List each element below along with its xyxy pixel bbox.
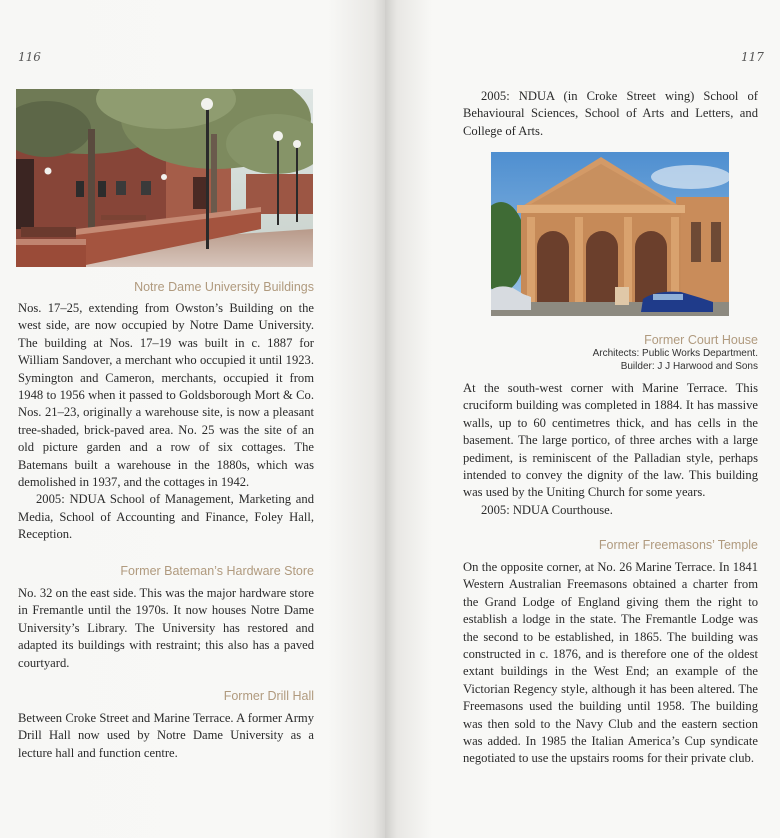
page-number-right: 117 bbox=[741, 50, 764, 64]
paragraph-court-house: At the south-west corner with Marine Terrace. This cruciform building was completed in 1884. It has massive walls, up to 60 centimetres thick, and has cells in the basement. The large portico, of three arches with a large pediment, is reminiscent of the Palladian style, perhaps intended to convey the dignity of the law. This building was used by the Uniting Church for some years. bbox=[463, 381, 758, 500]
notre-dame-courtyard-image bbox=[16, 89, 313, 267]
notre-dame-photo bbox=[16, 89, 313, 267]
paragraph-notre-dame-2005: 2005: NDUA School of Management, Marketing and Media, School of Accounting and Finance, Foley Hall, Reception. bbox=[18, 492, 314, 542]
right-page bbox=[385, 0, 780, 838]
heading-freemasons: Former Freemasons’ Temple bbox=[598, 538, 758, 552]
left-page bbox=[0, 0, 385, 838]
credits-architects: Architects: Public Works Department. bbox=[592, 348, 758, 359]
paragraph-freemasons: On the opposite corner, at No. 26 Marine Terrace. In 1841 Western Australian Freemasons obtained a charter from the Grand Lodge of England giving them the right to establish a lodge in the state. The Fremantle Lodge was the second to be established, in 1865. The building was constructed in c. 1876, and is therefore one of the oldest extant buildings in the West End; an example of the Victorian Regency style, although it has been altered. The Freemasons used the building until 1958. The building was then sold to the Navy Club and the eastern section was added. In 1985 the Italian America’s Cup syndicate negotiated to use the upstairs rooms for their private club. bbox=[463, 560, 758, 766]
caption-court-house: Former Court House bbox=[644, 333, 758, 347]
paragraph-bateman: No. 32 on the east side. This was the major hardware store in Fremantle until the 1970s. It now houses Notre Dame University’s Library. The University has restored and adapted its buildings with restraint; this also has a paved courtyard. bbox=[18, 586, 314, 670]
paragraph-croke-street: 2005: NDUA (in Croke Street wing) School of Behavioural Sciences, School of Arts and Letters, and College of Arts. bbox=[463, 89, 758, 138]
paragraph-court-house-2005: 2005: NDUA Courthouse. bbox=[481, 502, 613, 517]
paragraph-notre-dame: Nos. 17–25, extending from Owston’s Building on the west side, are now occupied by Notre Dame University. The building at Nos. 17–19 was built in c. 1887 for William Sandover, a merchant who occupied it until 1923. Symington and Cameron, merchants, occupied it from 1948 to 1956 when it passed to Goldsborough Mort & Co. Nos. 21–23, originally a warehouse site, is now a pleasant tree-shaded, brick-paved area. No. 25 was the site of an old picture garden and a row of six cottages. The Batemans built a warehouse in the 1880s, which was demolished in 1937, and the cottages in 1942. bbox=[18, 301, 314, 490]
paragraph-drill-hall: Between Croke Street and Marine Terrace. A former Army Drill Hall now used by Notre Dame University as a lecture hall and function centre. bbox=[18, 711, 314, 760]
caption-notre-dame: Notre Dame University Buildings bbox=[134, 280, 314, 294]
court-house-photo bbox=[491, 152, 729, 316]
page-number-left: 116 bbox=[18, 50, 41, 64]
credits-builder: Builder: J J Harwood and Sons bbox=[620, 361, 758, 372]
heading-bateman: Former Bateman’s Hardware Store bbox=[120, 564, 314, 578]
heading-drill-hall: Former Drill Hall bbox=[223, 689, 314, 703]
court-house-image bbox=[491, 152, 729, 316]
